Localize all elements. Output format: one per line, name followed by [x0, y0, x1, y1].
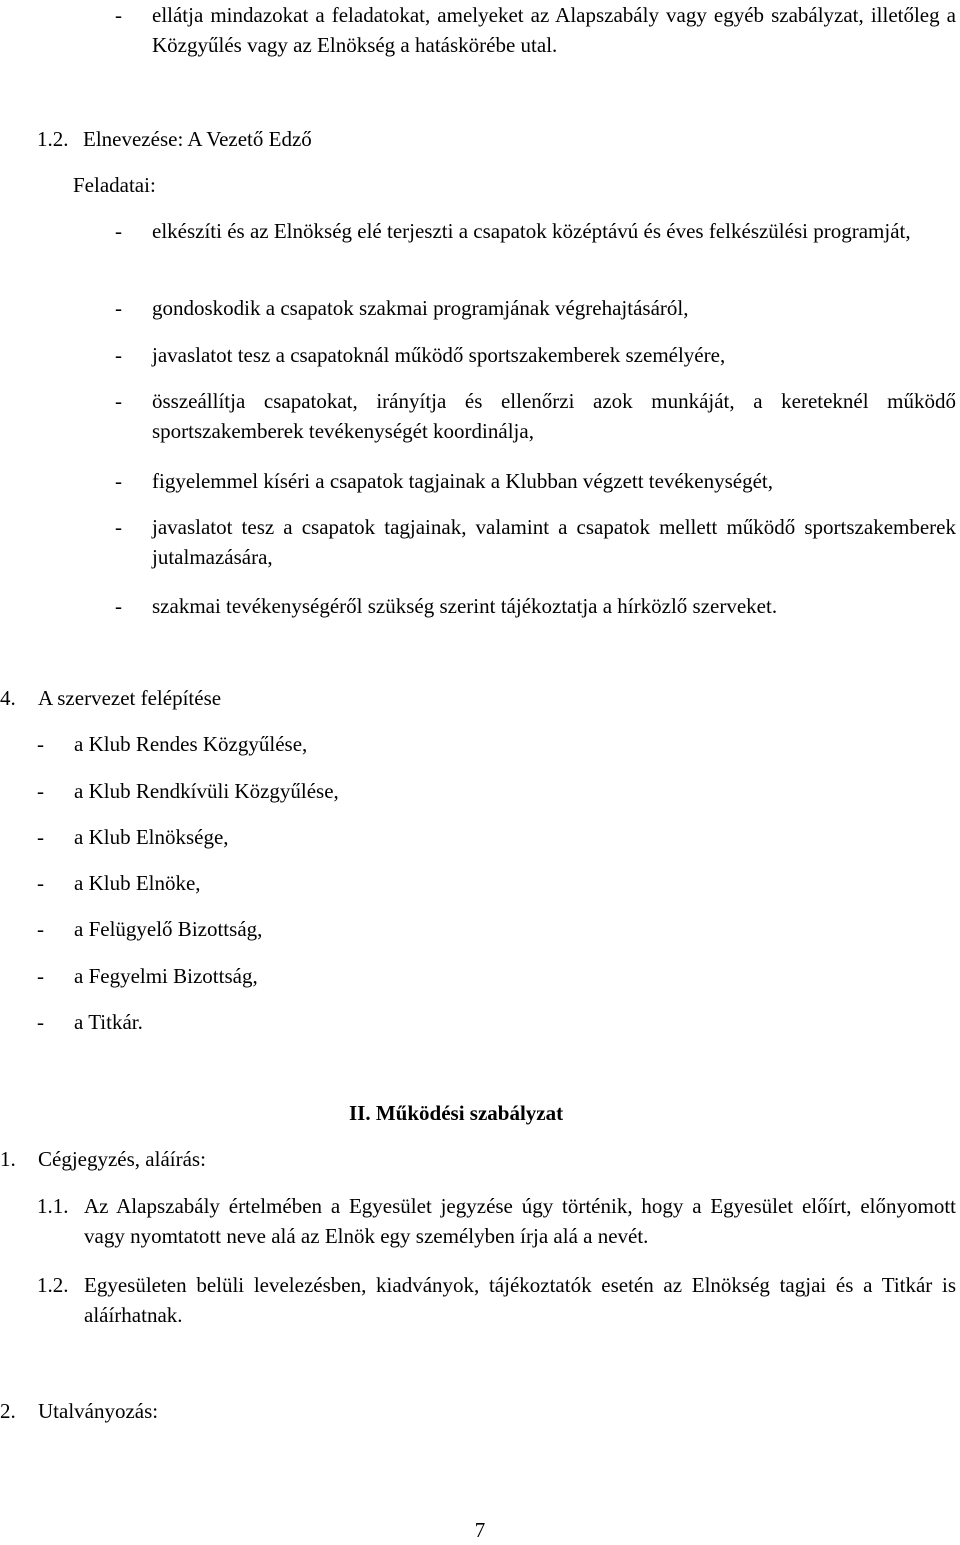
list-dash: - [115, 389, 122, 413]
section-number: 4. [0, 686, 16, 710]
page-number: 7 [474, 1518, 486, 1542]
section-heading: A szervezet felépítése [38, 686, 222, 710]
paragraph-number: 1.2. [37, 1273, 69, 1297]
paragraph-number: 1.1. [37, 1194, 69, 1218]
list-dash: - [37, 779, 44, 803]
duty-item: javaslatot tesz a csapatok tagjainak, valamint a csapatok mellett működő sportszakemberek jutalmazására, [152, 515, 956, 569]
organ-item: a Felügyelő Bizottság, [74, 917, 263, 941]
intro-duty-text: ellátja mindazokat a feladatokat, amelyeket az Alapszabály vagy egyéb szabályzat, illetőleg a Közgyűlés vagy az Elnökség a hatáskörébe utal. [152, 3, 956, 57]
list-dash: - [37, 1010, 44, 1034]
duty-item: javaslatot tesz a csapatoknál működő sportszakemberek személyére, [152, 343, 726, 367]
list-dash: - [115, 219, 122, 243]
duty-item: összeállítja csapatokat, irányítja és ellenőrzi azok munkáját, a kereteknél működő sportszakemberek tevékenységét koordinálja, [152, 389, 956, 443]
subsection-heading: Cégjegyzés, aláírás: [38, 1147, 206, 1171]
duty-item: gondoskodik a csapatok szakmai programjának végrehajtásáról, [152, 296, 689, 320]
duty-item: figyelemmel kíséri a csapatok tagjainak a Klubban végzett tevékenységét, [152, 469, 774, 493]
organ-item: a Klub Elnöksége, [74, 825, 229, 849]
list-dash: - [37, 964, 44, 988]
list-dash: - [115, 343, 122, 367]
organ-item: a Titkár. [74, 1010, 143, 1034]
organ-item: a Klub Elnöke, [74, 871, 201, 895]
organ-item: a Klub Rendes Közgyűlése, [74, 732, 308, 756]
duty-item: elkészíti és az Elnökség elé terjeszti a csapatok középtávú és éves felkészülési programját, [152, 219, 911, 243]
list-dash: - [37, 871, 44, 895]
paragraph-text: Egyesületen belüli levelezésben, kiadványok, tájékoztatók esetén az Elnökség tagjai és a Titkár is aláírhatnak. [84, 1273, 956, 1327]
list-dash: - [115, 515, 122, 539]
list-dash: - [37, 732, 44, 756]
paragraph-text: Az Alapszabály értelmében a Egyesület jegyzése úgy történik, hogy a Egyesület előírt, előnyomott vagy nyomtatott neve alá az Elnök egy személyben írja alá a nevét. [84, 1194, 956, 1248]
organ-item: a Klub Rendkívüli Közgyűlése, [74, 779, 339, 803]
organ-item: a Fegyelmi Bizottság, [74, 964, 258, 988]
part-title: II. Működési szabályzat [349, 1101, 564, 1125]
duties-label: Feladatai: [73, 173, 156, 197]
list-dash: - [115, 594, 122, 618]
list-dash: - [37, 825, 44, 849]
list-dash: - [115, 3, 122, 27]
subsection-number: 1. [0, 1147, 16, 1171]
section-number: 1.2. [37, 127, 69, 151]
list-dash: - [37, 917, 44, 941]
duty-item: szakmai tevékenységéről szükség szerint tájékoztatja a hírközlő szerveket. [152, 594, 778, 618]
section-heading: Elnevezése: A Vezető Edző [83, 127, 312, 151]
list-dash: - [115, 469, 122, 493]
subsection-heading: Utalványozás: [38, 1399, 159, 1423]
list-dash: - [115, 296, 122, 320]
subsection-number: 2. [0, 1399, 16, 1423]
